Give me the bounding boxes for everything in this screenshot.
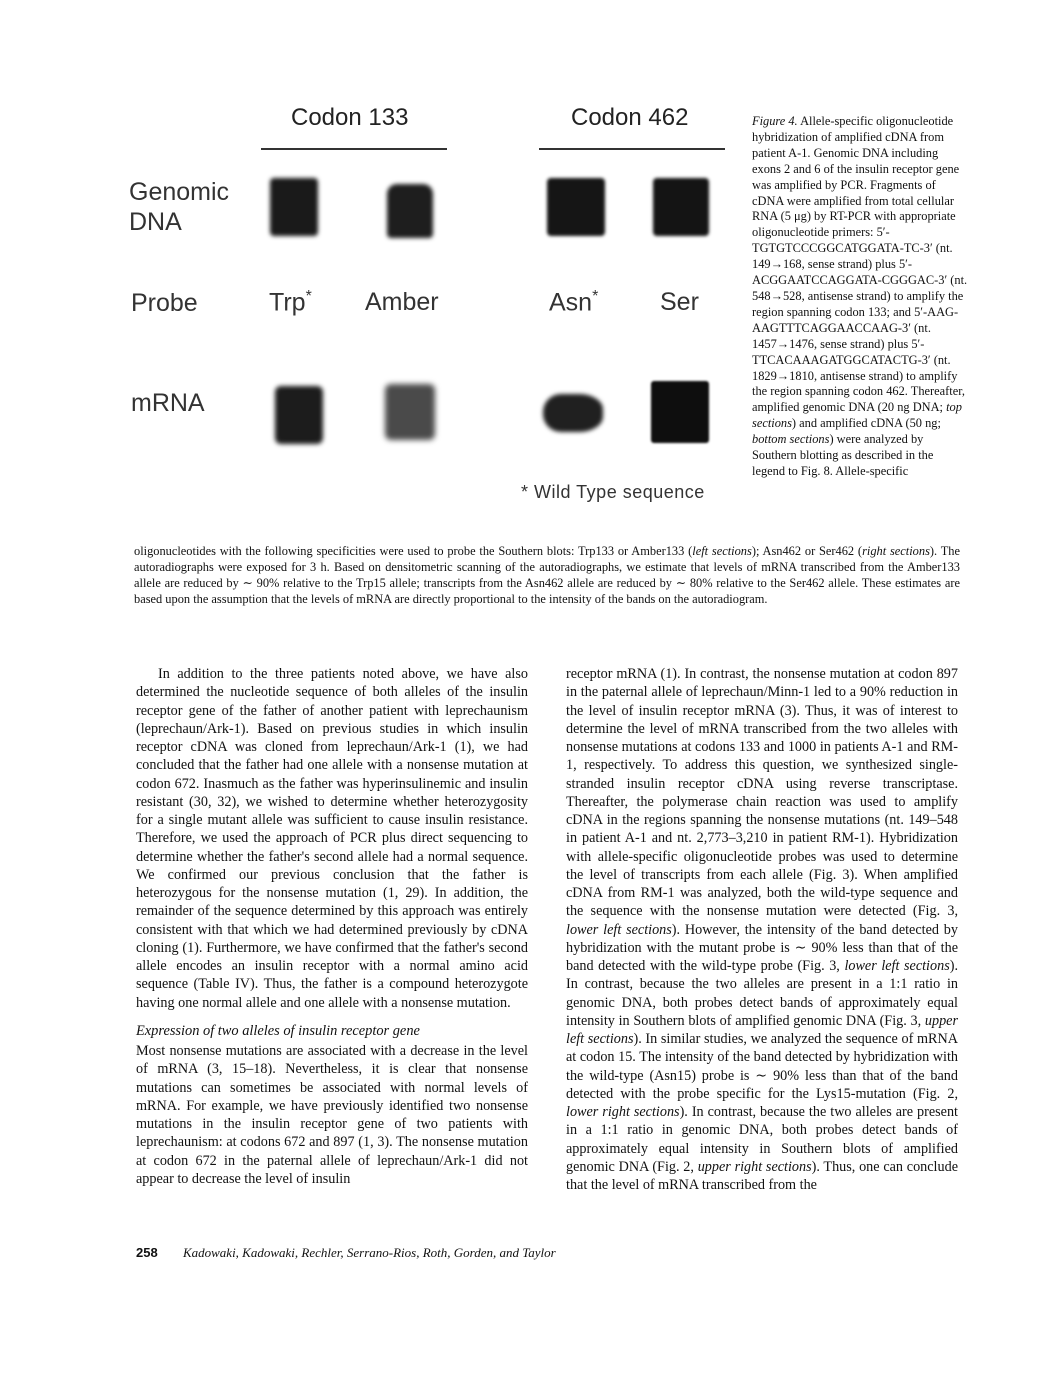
page-footer [136, 1245, 556, 1261]
band-genomic-ser [653, 178, 709, 236]
probe-label-asn: Asn* [549, 288, 599, 317]
paragraph: receptor mRNA (1). In contrast, the nonsense mutation at codon 897 in the paternal allele of leprechaun/Minn-1 led to a 90% reduction in the level of insulin receptor mRNA (3). Thus, it was of interest to determine the level of mRNA transcribed from the two alleles with nonsense mutations at codons 133 and 1000 in patients A-1 and RM-1, respectively. To address this question, we synthesized single-stranded insulin receptor cDNA using reverse transcriptase. Thereafter, the polymerase chain reaction was used to amplify cDNA in the regions spanning the nonsense mutations (nt. 149–548 in patient A-1 and nt. 2,773–3,210 in patient RM-1). Hybridization with allele-specific oligonucleotide probes was used to determine the level of transcripts from each allele (Fig. 3). When amplified cDNA from RM-1 was analyzed, both the wild-type sequence and the sequence with the nonsense mutation were detected (Fig. 3, lower left sections). However, the intensity of the band detected by hybridization with the mutant probe is ∼ 90% less than that of the band detected with the wild-type probe (Fig. 3, lower left sections). In contrast, because the two alleles are present in a 1:1 ratio in genomic DNA, both probes detect bands of approximately equal intensity in Southern blots of amplified genomic DNA (Fig. 3, upper left sections). In similar studies, we analyzed the sequence of mRNA at codon 15. The intensity of the band detected by hybridization with the wild-type (Asn15) probe is ∼ 90% less than that of the band detected with the probe specific for the Lys15-mutation (Fig. 2, lower right sections). In contrast, because the two alleles are present in a 1:1 ratio in genomic DNA, both probes detect bands of approximately equal intensity in Southern blots of amplified genomic DNA (Fig. 2, upper right sections). Thus, one can conclude that the level of mRNA transcribed from the [566, 666, 958, 1193]
figure-caption-full: oligonucleotides with the following specificities were used to probe the Southern blots: Trp133 or Amber133 (left sections); Asn462 or Ser462 (right sections). The autoradiographs were exposed for 3 h. Based on densitometric scanning of the autoradiographs, we estimate that levels of mRNA transcribed from the Amber133 allele are reduced by ∼ 90% relative to the Trp15 allele; transcripts from the Asn462 allele are reduced by ∼ 80% relative to the Ser462 allele. These estimates are based upon the assumption that the levels of mRNA are directly proportional to the intensity of the bands on the autoradiogram. [134, 544, 960, 606]
row-label-genomic-dna: Genomic DNA [129, 178, 230, 236]
figure-caption-side: Figure 4. Allele-specific oligonucleotide hybridization of amplified cDNA from patient A-1. Genomic DNA including exons 2 and 6 of the insulin receptor gene was amplified by PCR. Fragments of cDNA were amplified from total cellular RNA (5 μg) by RT-PCR with appropriate oligonucleotide primers: 5′-TGTGTCCCGGCATGGATA-TC-3′ (nt. 149→168, sense strand) plus 5′-ACGGAATCCAGGATA-CGGGAC-3′ (nt. 548→528, antisense strand) to amplify the region spanning codon 133; and 5′-AAG-AAGTTTCAGGAACCAAG-3′ (nt. 1457→1476, sense strand) plus 5′-TTCACAAAGATGGCATACTG-3′ (nt. 1829→1810, antisense strand) to amplify the region spanning codon 462. Thereafter, amplified genomic DNA (20 ng DNA; top sections) and amplified cDNA (50 ng; bottom sections) were analyzed by Southern blotting as described in the legend to Fig. 8. Allele-specific [752, 114, 968, 478]
col-header-codon-133: Codon 133 [291, 104, 409, 131]
row-label-mrna: mRNA [131, 389, 205, 417]
band-mrna-ser [651, 381, 709, 443]
body-column-right [566, 665, 958, 1194]
band-genomic-trp [270, 178, 318, 236]
body-column-left [136, 665, 528, 1188]
figure-4-panel [125, 98, 745, 518]
probe-label-ser: Ser [660, 288, 699, 316]
paragraph: Most nonsense mutations are associated with a decrease in the level of mRNA (3, 15–18). Nevertheless, it is clear that nonsense mutations can sometimes be associated with normal levels of mRNA. For example, we have previously identified two nonsense mutations in the insulin receptor gene of two patients with leprechaunism: at codons 672 and 897 (1, 3). The nonsense mutation at codon 672 in the paternal allele of leprechaun/Ark-1 did not appear to decrease the level of insulin [136, 1043, 528, 1187]
page-number: 258 [136, 1245, 158, 1260]
col-header-codon-462: Codon 462 [571, 104, 689, 131]
band-mrna-asn [543, 394, 603, 432]
wild-type-footnote: * Wild Type sequence [521, 482, 705, 502]
running-authors: Kadowaki, Kadowaki, Rechler, Serrano-Rios, Roth, Gorden, and Taylor [182, 1245, 556, 1260]
band-mrna-trp [275, 386, 323, 444]
probe-label-trp: Trp* [269, 288, 312, 317]
col-header-rule-133 [261, 148, 447, 150]
figure-label: Figure 4. [752, 114, 798, 128]
col-header-rule-462 [539, 148, 725, 150]
paragraph: In addition to the three patients noted above, we have also determined the nucleotide sequence of both alleles of the insulin receptor gene of the father of another patient with leprechaunism (leprechaun/Ark-1). Based on previous studies in which insulin receptor cDNA was cloned from leprechaun/Ark-1 (1), we had concluded that the father had one allele with a nonsense mutation at codon 672. Inasmuch as the father was hyperinsulinemic and insulin resistant (30, 32), we wished to determine whether heterozygosity for a single mutant allele was sufficient to cause insulin resistance. Therefore, we used the approach of PCR plus direct sequencing to determine whether the father's second allele had a normal sequence. We confirmed our previous conclusion that the father is heterozygous for the nonsense mutation (1, 29). In addition, the remainder of the sequence determined by this approach was entirely consistent with that which we had determined previously by cDNA cloning (1). Furthermore, we have confirmed that the father's second allele encodes an insulin receptor with a normal amino acid sequence (Table IV). Thus, the father is a compound heterozygote having one normal allele and one allele with a nonsense mutation. [136, 666, 528, 1011]
band-mrna-amber [385, 384, 435, 440]
probe-label-amber: Amber [365, 288, 439, 316]
band-genomic-asn [547, 178, 605, 236]
band-genomic-amber [387, 184, 433, 238]
row-label-probe: Probe [131, 289, 198, 317]
section-subheading: Expression of two alleles of insulin receptor gene [136, 1022, 420, 1039]
